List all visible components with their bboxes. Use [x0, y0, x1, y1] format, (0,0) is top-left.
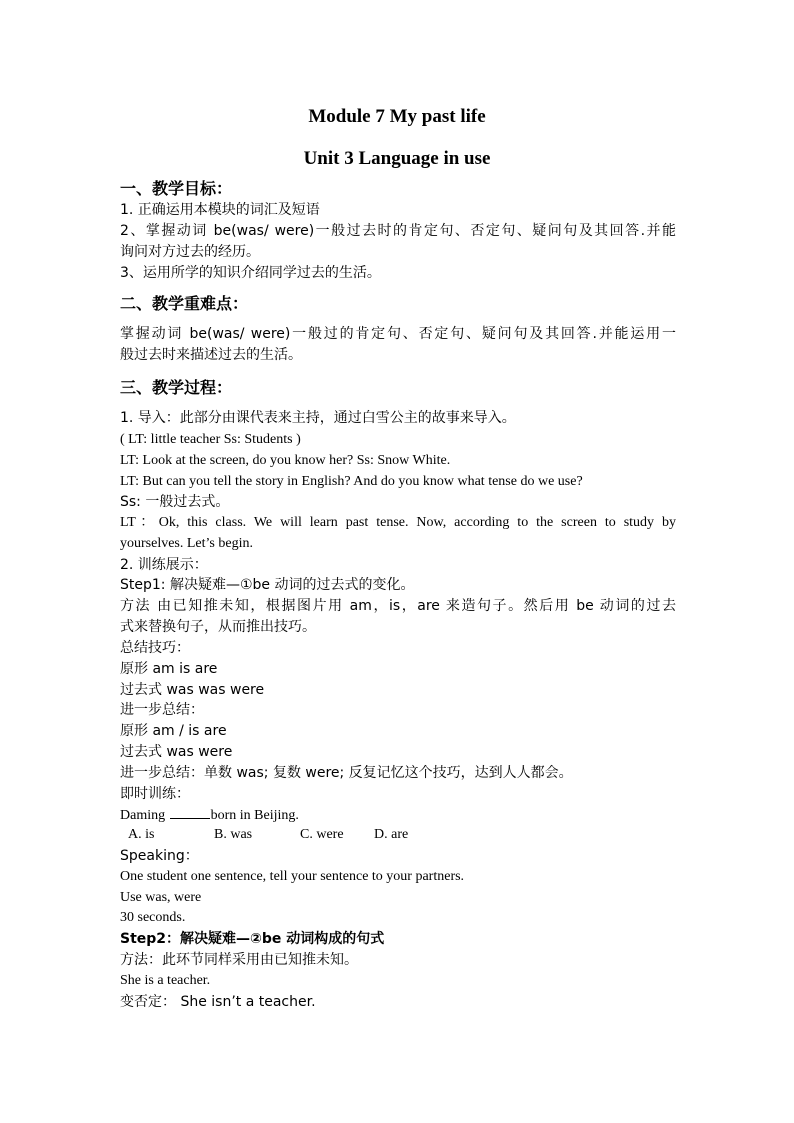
- process-line: Speaking：: [120, 848, 199, 864]
- process-line: LT: But can you tell the story in English? And do you know what tense do we use?: [120, 474, 583, 489]
- process-line: 进一步总结：: [120, 702, 204, 718]
- keypoints-line-2: 般过去时来描述过去的生活。: [120, 347, 302, 363]
- process-line: She is a teacher.: [120, 973, 211, 988]
- process-line: 原形 am is are: [120, 661, 218, 677]
- option-a: A. is: [128, 827, 155, 842]
- option-c: C. were: [300, 827, 344, 842]
- process-line: 1. 导入：此部分由课代表来主持，通过白雪公主的故事来导入。: [120, 410, 516, 426]
- exercise-sentence: [120, 804, 676, 826]
- step2-heading: Step2：解决疑难—②be 动词构成的句式: [120, 931, 385, 947]
- process-line: Step1: 解决疑难—①be 动词的过去式的变化。: [120, 577, 415, 593]
- process-line: 进一步总结：单数 was; 复数 were; 反复记忆这个技巧，达到人人都会。: [120, 765, 573, 781]
- process-line: 2. 训练展示：: [120, 557, 208, 573]
- goal-2-line-1: 2、掌握动词 be(was/ were)一般过去时的肯定句、否定句、疑问句及其回答.并能: [120, 223, 676, 239]
- document-subtitle: Unit 3 Language in use: [303, 148, 491, 169]
- goals-heading: 一、教学目标：: [120, 179, 233, 198]
- goal-2-line-2: 询问对方过去的经历。: [120, 244, 260, 260]
- process-line: LT：Ok, this class. We will learn past tense. Now, according to the screen to study by: [120, 515, 676, 530]
- process-line: 方法：此环节同样采用由已知推未知。: [120, 952, 358, 968]
- process-line: Ss: 一般过去式。: [120, 494, 230, 510]
- goal-3: 3、运用所学的知识介绍同学过去的生活。: [120, 265, 381, 281]
- goal-1: 1. 正确运用本模块的词汇及短语: [120, 202, 320, 218]
- process-line: Use was, were: [120, 890, 202, 905]
- process-line: 30 seconds.: [120, 910, 186, 925]
- process-line: 总结技巧：: [120, 640, 190, 656]
- process-line: 即时训练：: [120, 786, 190, 802]
- process-line: LT: Look at the screen, do you know her? Ss: Snow White.: [120, 453, 451, 468]
- process-line: ( LT: little teacher Ss: Students ): [120, 432, 301, 447]
- exercise-sentence-before: Daming: [120, 808, 169, 823]
- document-title: Module 7 My past life: [308, 106, 486, 127]
- option-b: B. was: [214, 827, 253, 842]
- process-heading: 三、教学过程：: [120, 378, 233, 397]
- keypoints-heading: 二、教学重难点：: [120, 294, 249, 313]
- process-line: 原形 am / is are: [120, 723, 227, 739]
- process-line: 方法 由已知推未知，根据图片用 am，is，are 来造句子。然后用 be 动词的过去: [120, 598, 676, 614]
- process-line: 式来替换句子，从而推出技巧。: [120, 619, 316, 635]
- process-line: One student one sentence, tell your sentence to your partners.: [120, 869, 465, 884]
- process-line: yourselves. Let’s begin.: [120, 536, 253, 551]
- option-d: D. are: [374, 827, 409, 842]
- exercise-sentence-after: born in Beijing.: [210, 808, 299, 823]
- process-line: 过去式 was was were: [120, 682, 265, 698]
- keypoints-line-1: 掌握动词 be(was/ were)一般过的肯定句、否定句、疑问句及其回答.并能运用一: [120, 326, 676, 342]
- exercise-options: [128, 825, 684, 845]
- exercise-blank[interactable]: [170, 804, 210, 819]
- process-line: 变否定： She isn’t a teacher.: [120, 994, 316, 1010]
- process-line: 过去式 was were: [120, 744, 233, 760]
